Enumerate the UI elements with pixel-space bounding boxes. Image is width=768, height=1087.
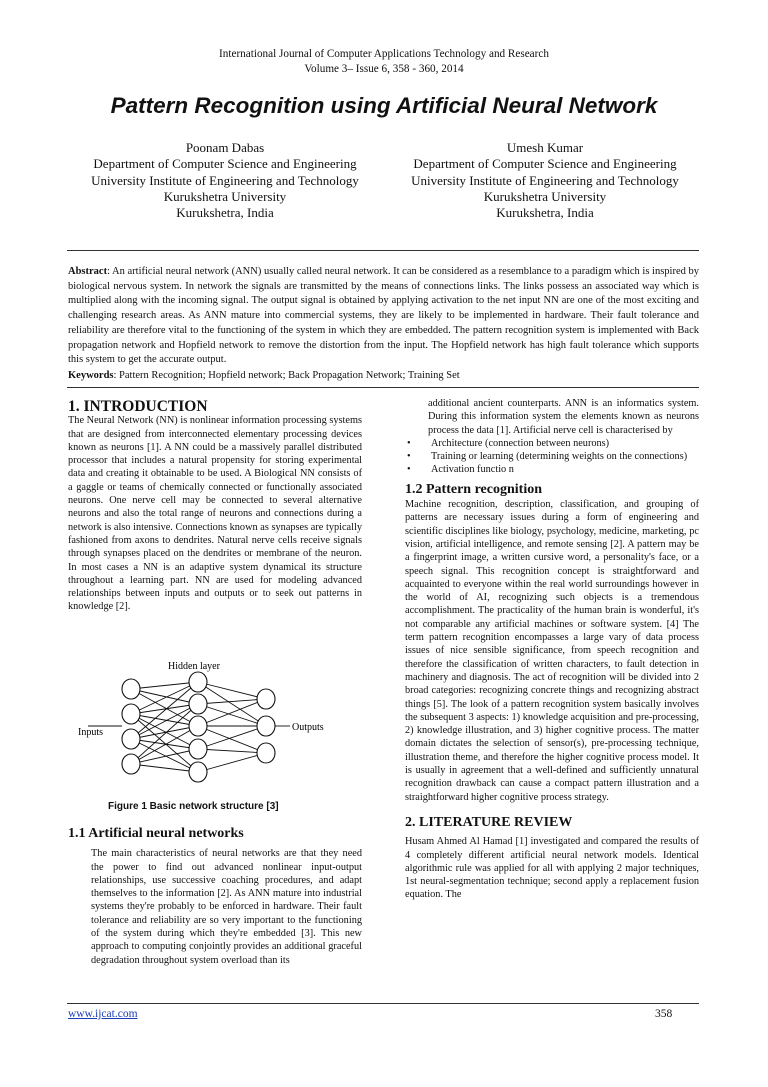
author-loc: Kurukshetra, India (496, 205, 594, 221)
left-column-2 (68, 827, 362, 967)
connection-line (131, 682, 198, 689)
list-item-text: Training or learning (determining weights on the connections) (431, 451, 688, 463)
connection-line (131, 749, 198, 764)
paper-title: Pattern Recognition using Artificial Neural Network (110, 93, 658, 118)
keywords-text: : Pattern Recognition; Hopfield network; Back Propagation Network; Training Set (113, 370, 460, 381)
section-text: Machine recognition, description, classification, and grouping of patterns are necessary issues during a form of engineering and scientific disciplines like biology, psychology, medicine, marketing, pc vision, artificial intelligence, and remote sensing [2]. A pattern may be a fingerprint image, a written cursive word, a personality's face, or a speech signal. This recognition concept is straightforward and acquainted to everyone within the real world surroundings however in the world of AI, recognizing such objects is a tremendous accomplishment. The practicality of the human brain is wonderful, it's not comparable any artificial machines or software system. [4] The term pattern recognition encompasses a large vary of data process issues of nice sensible significance, from speech recognition and therefore the classification of written characters, to fault detection in machinery and diagnosis. The act of recognition will be divided into 2 broad categories: recognizing concrete things and recognizing abstract things [5]. The look of a pattern recognition system basically involves the subsequent 3 aspects: 1) knowledge acquisition and pre-processing, 2) knowledge illustration, and 3) higher cognitive process. The matter domain dictates the selection of sensor(s), pre-processing technique, illustration theme, and therefore the higher cognitive process model. It is usually in agreement that a well-defined and sufficiently unnatural recognition drawback can cause a compact pattern illustration and a straightforward higher cognitive process strategy. (405, 499, 699, 803)
hidden-node (189, 739, 207, 759)
section-heading: 1.2 Pattern recognition (405, 481, 542, 497)
keywords (68, 370, 699, 381)
connection-line (198, 749, 266, 753)
abstract (68, 265, 699, 368)
connection-line (131, 682, 198, 739)
journal-name: International Journal of Computer Applications Technology and Research (219, 48, 549, 60)
connection-line (131, 726, 198, 739)
list-item-text: Activation functio n (431, 464, 514, 476)
author-univ: Kurukshetra University (483, 188, 607, 204)
author-loc: Kurukshetra, India (176, 205, 274, 221)
page-number: 358 (655, 1008, 673, 1020)
section-text: The main characteristics of neural networks are that they need the power to find out advanced nonlinear input-output relationships, use successive coaching procedures, and adapt themselves to the information [2]. As ANN mature into industrial systems they're probably to be enforced in hardware. Their fault tolerance and reliability are so very important to the functioning of the system during which they're embedded [3]. This new approach to computing conjointly provides an additional graceful degradation throughout system overload than its (91, 848, 362, 966)
hidden-node (189, 694, 207, 714)
list-item (405, 437, 699, 450)
section-heading: 1. INTRODUCTION (68, 398, 208, 415)
left-column (68, 400, 362, 614)
connection-line (198, 753, 266, 772)
section-heading: 2. LITERATURE REVIEW (405, 814, 573, 830)
figure-caption: Figure 1 Basic network structure [3] (108, 801, 279, 812)
connection-line (131, 689, 198, 704)
output-node (257, 743, 275, 763)
list-item (405, 463, 699, 476)
journal-volume: Volume 3– Issue 6, 358 - 360, 2014 (304, 63, 464, 75)
bullet-icon: • (407, 451, 411, 463)
abstract-label: Abstract (68, 266, 108, 277)
footer-divider (67, 1003, 699, 1004)
section-text: Husam Ahmed Al Hamad [1] investigated and compared the results of 4 completely different artificial neural network models. Identical algorithmic rule was applied for all with applying 2 major techniques, 1st neural-segmentation technique; second apply a replacement fusion equation. The (405, 836, 699, 901)
bullet-icon: • (407, 464, 411, 476)
list-item (405, 450, 699, 463)
connection-line (198, 726, 266, 749)
hidden-node (189, 716, 207, 736)
author-block-2 (380, 140, 710, 221)
journal-header (0, 47, 768, 77)
author-dept: Department of Computer Science and Engineering (93, 156, 357, 172)
keywords-label: Keywords (68, 370, 114, 381)
hidden-node (189, 762, 207, 782)
network-diagram (68, 655, 368, 795)
author-block-1 (60, 140, 390, 221)
bullet-icon: • (407, 437, 411, 449)
list-item-text: Architecture (connection between neurons) (431, 437, 610, 449)
section-heading: 1.1 Artificial neural networks (68, 826, 244, 841)
input-node (122, 679, 140, 699)
hidden-node (189, 672, 207, 692)
input-node (122, 754, 140, 774)
connection-line (131, 714, 198, 772)
hidden-layer-label: Hidden layer (168, 661, 220, 672)
divider (67, 250, 699, 251)
connection-line (198, 726, 266, 753)
input-node (122, 729, 140, 749)
journal-link[interactable]: www.ijcat.com (68, 1008, 138, 1020)
author-inst: University Institute of Engineering and Technology (411, 172, 679, 188)
connection-line (198, 682, 266, 726)
section-text: The Neural Network (NN) is nonlinear information processing systems that are designed from interconnected elementary processing devices known as neurons [1]. A NN could be a massively parallel distributed processor that includes a natural propensity for storing experimental data and creating it obtainable to be used. A Biological NN consists of a gaggle or teams of chemically connected or functionally associated neurons. One nerve cell may be connected to several alternative neurons and also the total range of neurons and connections during a network is also intensive. Connections known as synapses are typically fashioned from axons to dendrites. Natural nerve cells receive signals through synapses placed on the dendrites or membrane of the neuron. In most cases a NN is an adaptive system dynamical its structure throughout a learning part. NN are used for modeling advanced relationships between inputs and outputs or to seek out patterns in knowledge [2]. (68, 415, 362, 613)
author-univ: Kurukshetra University (163, 188, 287, 204)
connection-line (198, 682, 266, 699)
output-node (257, 689, 275, 709)
author-name: Poonam Dabas (185, 140, 265, 155)
connection-line (131, 764, 198, 772)
divider (67, 387, 699, 388)
right-column (405, 397, 699, 902)
connection-line (198, 704, 266, 726)
inputs-label: Inputs (78, 727, 103, 738)
section-text: additional ancient counterparts. ANN is an informatics system. During this information system the elements known as neurons process the data [1]. Artificial nerve cell is characterised by (428, 398, 699, 436)
author-inst: University Institute of Engineering and Technology (91, 172, 359, 188)
outputs-label: Outputs (292, 722, 324, 733)
abstract-text: : An artificial neural network (ANN) usually called neural network. It can be considered as a resemblance to a paradigm which is inspired by biological nervous system. In network the signals are transmitted by the means of connections links. The links possess an associated way which is multiplied along with the incoming signal. The output signal is obtained by applying activation to the net input NN are one of the most exciting and challenging research areas. As ANN mature into commercial systems, they are likely to be implemented in hardware. Their fault tolerance and reliability are therefore vital to the functioning of the system in which they are embedded. The pattern recognition system is implemented with Back propagation network and Hopfield network to remove the distortion from the input. The Hopfield network has high fault tolerance which supports this system to get the accurate output. (68, 266, 699, 366)
author-dept: Department of Computer Science and Engineering (413, 156, 677, 172)
input-node (122, 704, 140, 724)
output-node (257, 716, 275, 736)
author-name: Umesh Kumar (506, 140, 584, 155)
